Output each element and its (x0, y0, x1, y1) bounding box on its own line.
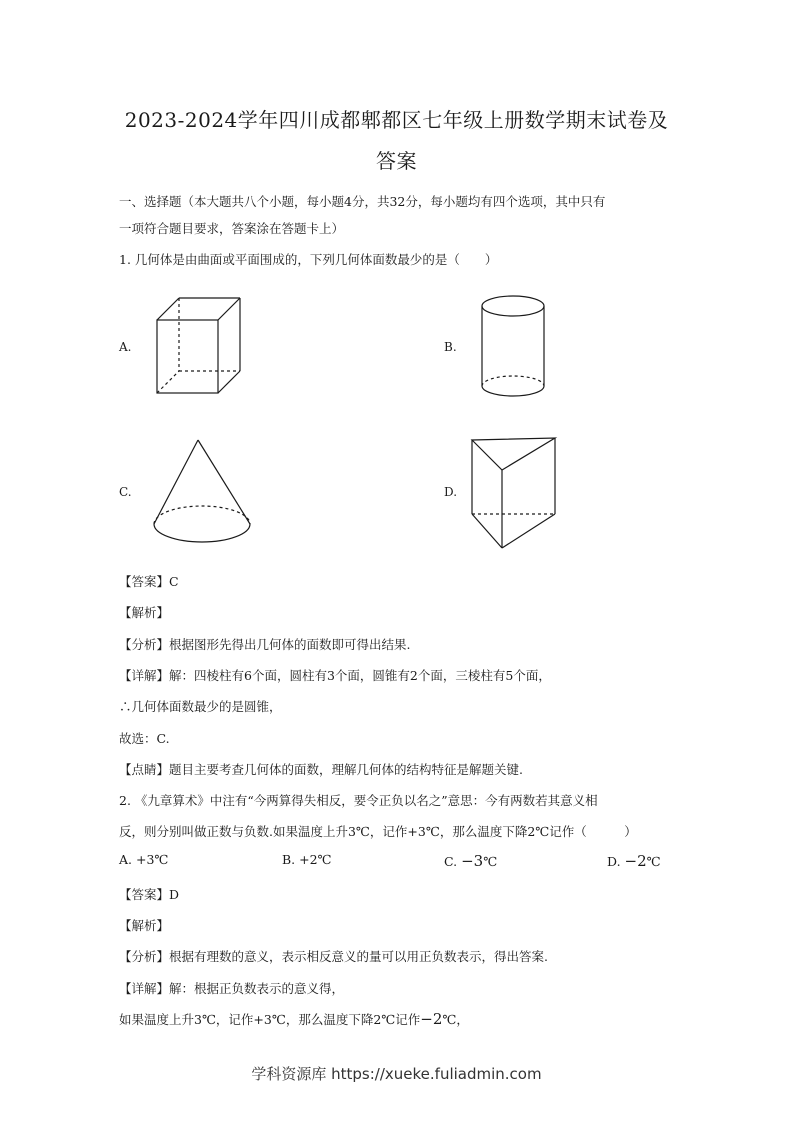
doc-title-line1: 2023-2024学年四川成都郫都区七年级上册数学期末试卷及 (124, 108, 669, 132)
q1-option-b-label: B. (444, 340, 457, 354)
q1-option-d-label: D. (444, 485, 458, 499)
footer-watermark: 学科资源库 https://xueke.fuliadmin.com (251, 1065, 542, 1083)
q2-option-d-unit: ℃ (646, 854, 661, 869)
cube-figure (150, 296, 250, 400)
q1-option-c-label: C. (119, 485, 132, 499)
q2-option-c-value: −3 (461, 852, 484, 870)
q2-option-a: A. +3℃ (119, 852, 169, 867)
q2-option-d-label: D. (607, 854, 621, 869)
q2-last-suffix: ℃， (442, 1012, 469, 1027)
q1-therefore: ∴几何体面数最少的是圆锥， (119, 699, 282, 714)
q2-analysis-heading: 【解析】 (119, 918, 170, 933)
q2-last-line (119, 1010, 469, 1028)
q1-analysis-heading: 【解析】 (119, 605, 170, 620)
q2-last-prefix: 如果温度上升3℃，记作+3℃，那么温度下降2℃记作 (119, 1012, 421, 1027)
q2-option-b: B. +2℃ (282, 852, 332, 867)
q1-stem: 1. 几何体是由曲面或平面围成的，下列几何体面数最少的是（ ） (119, 252, 498, 267)
q1-option-a-label: A. (119, 340, 132, 354)
q2-stem-line1: 2. 《九章算术》中注有“今两算得失相反，要令正负以名之”意思：今有两数若其意义相 (119, 793, 598, 808)
triangular-prism-figure (468, 434, 562, 558)
q2-option-c-label: C. (444, 854, 458, 869)
q2-option-d-value: −2 (624, 852, 647, 870)
q1-analysis: 【分析】根据图形先得出几何体的面数即可得出结果. (119, 637, 411, 652)
section-heading-line2: 一项符合题目要求，答案涂在答题卡上） (119, 221, 345, 236)
q2-answer: 【答案】D (119, 887, 180, 902)
q1-comment: 【点睛】题目主要考查几何体的面数，理解几何体的结构特征是解题关键. (119, 762, 523, 777)
q2-option-d (607, 852, 661, 870)
q1-answer: 【答案】C (119, 574, 179, 589)
q1-choice: 故选：C. (119, 731, 170, 746)
q2-last-value: −2 (420, 1010, 443, 1028)
doc-title-line2: 答案 (376, 149, 417, 173)
section-heading-line1: 一、选择题（本大题共八个小题，每小题4分，共32分，每小题均有四个选项，其中只有 (119, 194, 606, 209)
q2-option-c (444, 852, 497, 870)
q2-option-c-unit: ℃ (483, 854, 498, 869)
cylinder-figure (477, 292, 553, 402)
q1-detailed-solution: 【详解】解：四棱柱有6个面，圆柱有3个面，圆锥有2个面，三棱柱有5个面， (119, 668, 551, 683)
cone-figure (150, 436, 256, 548)
q2-analysis: 【分析】根据有理数的意义，表示相反意义的量可以用正负数表示，得出答案. (119, 949, 548, 964)
q2-detailed-solution: 【详解】解：根据正负数表示的意义得， (119, 981, 345, 996)
q2-stem-line2: 反，则分别叫做正数与负数.如果温度上升3℃，记作+3℃，那么温度下降2℃记作（ ） (119, 824, 637, 839)
